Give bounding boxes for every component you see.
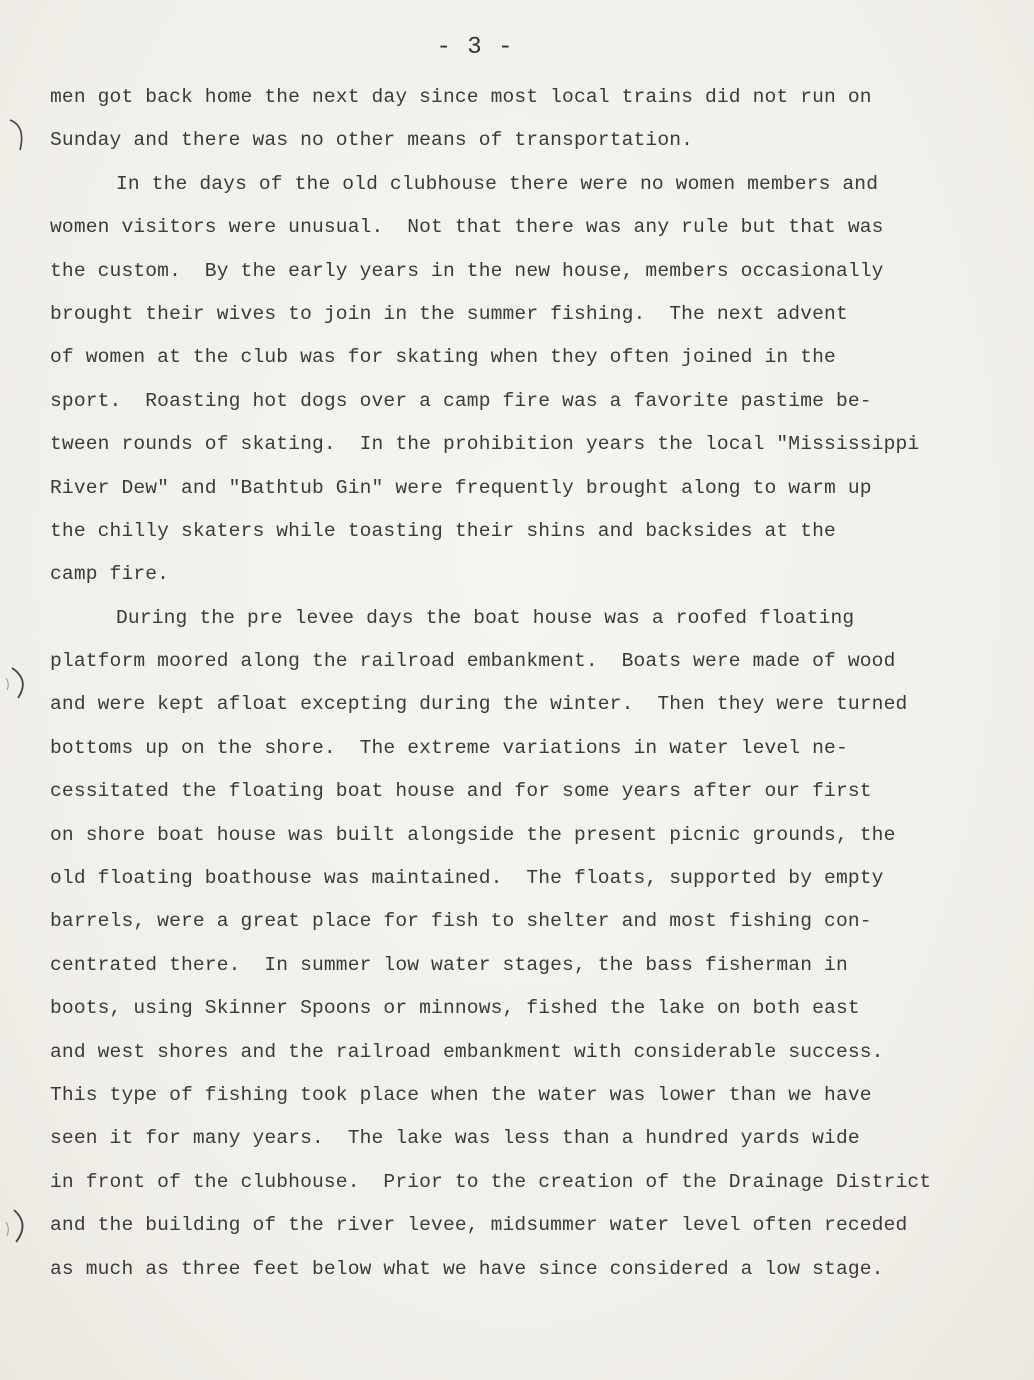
text-line: and west shores and the railroad embankment with considerable success.: [50, 1040, 884, 1063]
text-line: bottoms up on the shore. The extreme variations in water level ne-: [50, 736, 848, 759]
text-line: This type of fishing took place when the water was lower than we have: [50, 1083, 872, 1106]
text-line: and were kept afloat excepting during the winter. Then they were turned: [50, 693, 908, 716]
text-line: on shore boat house was built alongside the present picnic grounds, the: [50, 823, 896, 846]
text-line: During the pre levee days the boat house was a roofed floating: [116, 606, 855, 629]
text-line: men got back home the next day since most local trains did not run on: [50, 86, 872, 108]
text-line: women visitors were unusual. Not that there was any rule but that was: [50, 216, 884, 239]
text-line: as much as three feet below what we have since considered a low stage.: [50, 1257, 884, 1280]
text-line: barrels, were a great place for fish to shelter and most fishing con-: [50, 910, 872, 933]
typed-body-text: [50, 76, 1030, 1291]
text-line: and the building of the river levee, midsummer water level often receded: [50, 1214, 908, 1237]
text-line: platform moored along the railroad embankment. Boats were made of wood: [50, 650, 896, 673]
text-line: the chilly skaters while toasting their shins and backsides at the: [50, 519, 836, 542]
text-line: of women at the club was for skating when they often joined in the: [50, 346, 836, 369]
text-line: boots, using Skinner Spoons or minnows, fished the lake on both east: [50, 997, 860, 1020]
text-line: In the days of the old clubhouse there were no women members and: [116, 172, 879, 195]
punch-hole-mark-top: [4, 116, 32, 156]
page-number: - 3 -: [436, 34, 514, 61]
text-line: in front of the clubhouse. Prior to the creation of the Drainage District: [50, 1170, 932, 1193]
text-line: centrated there. In summer low water stages, the bass fisherman in: [50, 953, 848, 976]
text-line: seen it for many years. The lake was less than a hundred yards wide: [50, 1127, 860, 1150]
text-line: old floating boathouse was maintained. The floats, supported by empty: [50, 867, 884, 890]
text-line: brought their wives to join in the summer fishing. The next advent: [50, 302, 848, 325]
text-line: tween rounds of skating. In the prohibition years the local "Mississippi: [50, 433, 920, 456]
punch-hole-mark-bottom: [4, 1206, 32, 1246]
punch-hole-mark-middle: [4, 664, 32, 704]
text-line: the custom. By the early years in the new house, members occasionally: [50, 259, 884, 282]
text-line: River Dew" and "Bathtub Gin" were frequently brought along to warm up: [50, 476, 872, 499]
text-line: Sunday and there was no other means of transportation.: [50, 129, 694, 152]
text-line: sport. Roasting hot dogs over a camp fire was a favorite pastime be-: [50, 389, 872, 412]
text-line: cessitated the floating boat house and for some years after our first: [50, 780, 872, 803]
text-line: camp fire.: [50, 563, 170, 586]
